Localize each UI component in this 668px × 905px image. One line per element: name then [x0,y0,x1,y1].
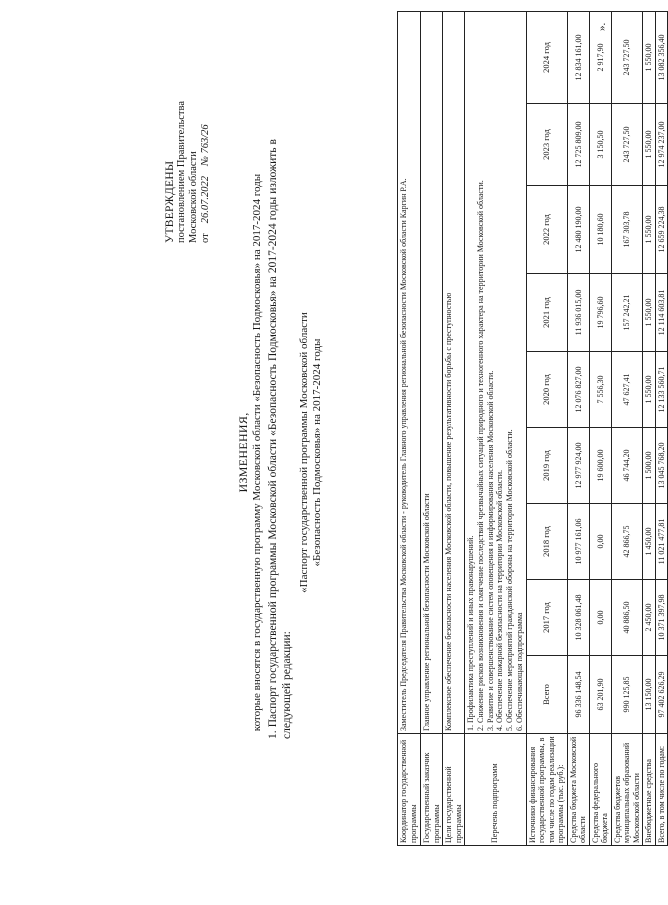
finance-cell: 63 201,90 [589,656,611,734]
finance-cell: 96 336 148,54 [567,656,589,734]
passport-title-line-2: «Безопасность Подмосковья» на 2017-2024 годы [311,338,323,567]
customer-label: Государственный заказчик программы [421,734,443,846]
finance-column-header: Всего [526,656,567,734]
finance-row-regional [567,11,589,845]
approval-date-prefix: от [200,233,211,243]
finance-column-header: 2024 год [526,11,567,103]
finance-cell: 19 600,00 [589,428,611,504]
closing-quote: ». [596,22,608,31]
finance-row-federal [589,11,611,845]
document-heading [236,0,264,905]
finance-cell: 13 150,00 [643,656,656,734]
finance-column-header: 2019 год [526,428,567,504]
approval-line-2: Московской области [188,151,199,243]
finance-cell: 2 917,90 [589,11,611,103]
finance-cell: 12 114 603,81 [655,274,668,352]
finance-row-municipal [611,11,643,845]
finance-cell: 243 727,50 [611,11,643,103]
subprogram-item: 6. Обеспечивающая подпрограмма [514,612,524,731]
finance-cell: 167 303,78 [611,186,643,274]
customer-value: Главное управление региональной безопасности Московской области [421,11,443,733]
finance-cell: 1 550,00 [643,11,656,103]
finance-cell: 12 834 161,00 [567,11,589,103]
finance-row-extrabudget [643,11,656,845]
finance-cell: 12 480 190,00 [567,186,589,274]
finance-cell: 1 550,00 [643,352,656,428]
finance-column-header: 2023 год [526,104,567,186]
finance-cell: 10 977 161,06 [567,504,589,580]
finance-row-total [655,11,668,845]
passport-title-line-1: «Паспорт государственной программы Московской области [298,312,310,593]
finance-cell: 243 727,50 [611,104,643,186]
passport-heading [298,0,324,905]
finance-row-label: Средства федерального бюджета [589,734,611,846]
finance-cell: 12 725 809,00 [567,104,589,186]
finance-cell: 157 242,21 [611,274,643,352]
finance-cell: 12 659 224,38 [655,186,668,274]
finance-cell: 13 082 356,40 [655,11,668,103]
table-row-goal [443,11,465,845]
finance-row-label: Средства бюджетов муниципальных образований Московской области [611,734,643,846]
subprogram-item: 3. Развитие и совершенствование систем оповещения и информирования населения Московской области. [485,370,495,731]
coordinator-value: Заместитель Председателя Правительства Московской области - руководитель Главного управления региональной безопасности Московской области Каргин Р.А. [398,11,421,733]
subprogram-item: 4. Обеспечение пожарной безопасности на территории Московской области. [495,469,505,731]
finance-cell: 13 045 768,20 [655,428,668,504]
finance-cell: 2 450,00 [643,580,656,656]
approval-line-1: постановлением Правительства [176,100,187,243]
document-title: ИЗМЕНЕНИЯ, [236,412,250,493]
approval-number: № 763/26 [200,124,211,167]
passport-table [397,11,668,846]
approval-title: УТВЕРЖДЕНЫ [164,160,176,243]
finance-column-header: 2020 год [526,352,567,428]
finance-row-label: Всего, в том числе по годам: [655,734,668,846]
approval-date-line [200,43,212,243]
finance-cell: 3 150,50 [589,104,611,186]
finance-cell: 12 133 560,71 [655,352,668,428]
finance-row-label: Средства бюджета Московской области [567,734,589,846]
finance-cell: 11 936 015,00 [567,274,589,352]
approval-date: 26.07.2022 [200,176,211,224]
finance-cell: 12 974 237,00 [655,104,668,186]
finance-cell: 10 180,60 [589,186,611,274]
finance-header-label: Источники финансирования государственной программы, в том числе по годам реализации программы (тыс. руб.): [526,734,567,846]
table-row-customer [421,11,443,845]
table-row-finance-header [526,11,567,845]
subprogram-item: 5. Обеспечение мероприятий гражданской обороны на территории Московской области. [505,429,515,731]
finance-cell: 990 125,85 [611,656,643,734]
finance-cell: 47 627,41 [611,352,643,428]
approval-stamp [164,43,212,243]
finance-cell: 10 328 061,48 [567,580,589,656]
subprogram-item: 2. Снижение рисков возникновения и смягчение последствий чрезвычайных ситуаций природного и техногенного характера на территории Московской области. [475,180,485,731]
subprograms-list [465,11,527,733]
finance-cell: 1 550,00 [643,104,656,186]
finance-cell: 12 977 924,00 [567,428,589,504]
finance-cell: 1 500,00 [643,428,656,504]
finance-column-header: 2021 год [526,274,567,352]
finance-cell: 7 556,30 [589,352,611,428]
finance-cell: 0,00 [589,504,611,580]
finance-cell: 19 796,60 [589,274,611,352]
finance-cell: 1 550,00 [643,274,656,352]
finance-cell: 10 371 397,98 [655,580,668,656]
finance-cell: 46 744,20 [611,428,643,504]
document-subtitle: которые вносятся в государственную программу Московской области «Безопасность Подмосковья» на 2017-2024 годы [251,173,263,732]
finance-cell: 11 021 477,81 [655,504,668,580]
goal-value: Комплексное обеспечение безопасности населения Московской области, повышение результативности борьбы с преступностью [443,11,465,733]
finance-column-header: 2017 год [526,580,567,656]
table-row-coordinator [398,11,421,845]
table-row-subprograms [465,11,527,845]
finance-cell: 97 402 626,29 [655,656,668,734]
subprograms-label: Перечень подпрограмм [465,734,527,846]
finance-cell: 40 886,50 [611,580,643,656]
goal-label: Цели государственной программы [443,734,465,846]
finance-column-header: 2022 год [526,186,567,274]
finance-cell: 12 076 827,00 [567,352,589,428]
finance-cell: 1 550,00 [643,186,656,274]
item-1-paragraph: 1. Паспорт государственной программы Московской области «Безопасность Подмосковья» на 2017-2024 годы изложить в следующей редакции: [267,139,293,739]
finance-cell: 42 866,75 [611,504,643,580]
finance-column-header: 2018 год [526,504,567,580]
finance-cell: 0,00 [589,580,611,656]
finance-row-label: Внебюджетные средства [643,734,656,846]
coordinator-label: Координатор государственной программы [398,734,421,846]
finance-cell: 1 450,00 [643,504,656,580]
subprogram-item: 1. Профилактика преступлений и иных правонарушений. [466,535,475,731]
